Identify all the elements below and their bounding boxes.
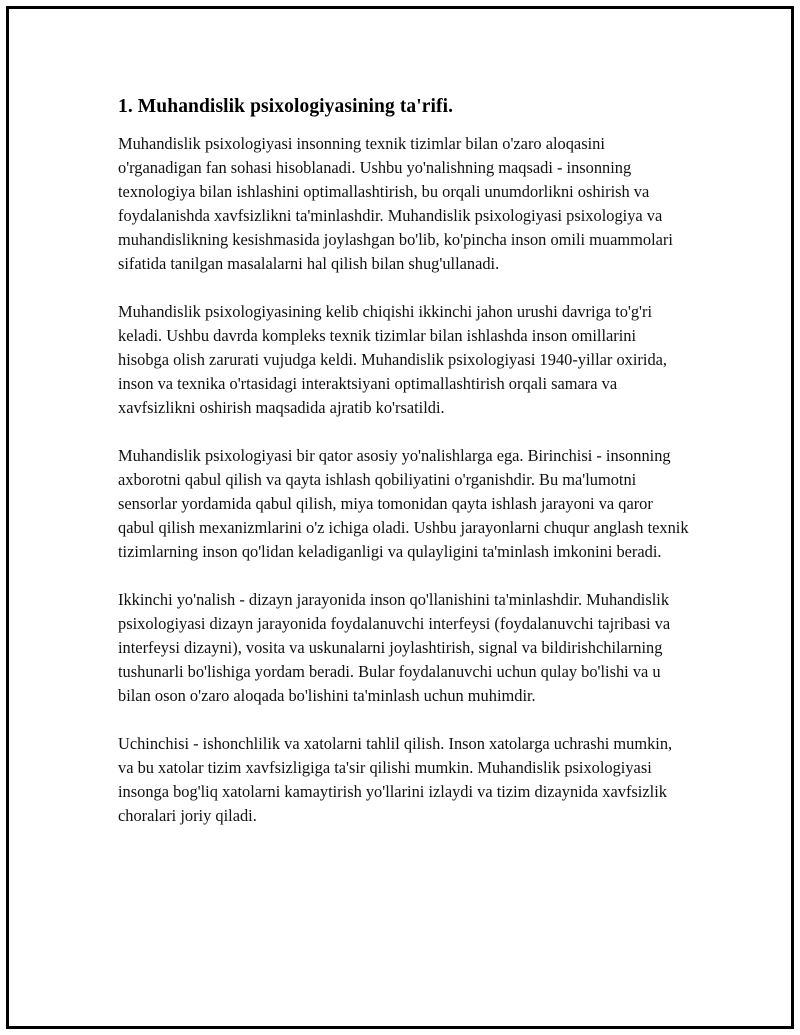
paragraph-definition: Muhandislik psixologiyasi insonning texnik tizimlar bilan o'zaro aloqasini o'rganadigan fan sohasi hisoblanadi. Ushbu yo'nalishning maqsadi - insonning texnologiya bilan ishlashini optimallashtirish, bu orqali unumdorlikni oshirish va foydalanishda xavfsizlikni ta'minlashdir. Muhandislik psixologiyasi psixologiya va muhandislikning kesishmasida joylashgan bo'lib, ko'pincha inson omili muammolari sifatida tanilgan masalalarni hal qilish bilan shug'ullanadi. — [118, 134, 673, 273]
paragraph-second-direction: Ikkinchi yo'nalish - dizayn jarayonida inson qo'llanishini ta'minlashdir. Muhandislik psixologiyasi dizayn jarayonida foydalanuvchi interfeysi (foydalanuvchi tajribasi va interfeysi dizayni), vosita va uskunalarni joylashtirish, signal va bildirishchilarning tushunarli bo'lishiga yordam beradi. Bular foydalanuvchi uchun qulay bo'lishi va u bilan oson o'zaro aloqada bo'lishini ta'minlash uchun muhimdir. — [118, 590, 671, 705]
document-body — [118, 94, 690, 852]
paragraph-third-direction: Uchinchisi - ishonchlilik va xatolarni tahlil qilish. Inson xatolarga uchrashi mumkin, va bu xatolar tizim xavfsizligiga ta'sir qilishi mumkin. Muhandislik psixologiyasi insonga bog'liq xatolarni kamaytirish yo'llarini izlaydi va tizim dizaynida xavfsizlik choralari joriy qiladi. — [118, 734, 673, 825]
paragraph-origin: Muhandislik psixologiyasining kelib chiqishi ikkinchi jahon urushi davriga to'g'ri keladi. Ushbu davrda kompleks texnik tizimlar bilan ishlashda inson omillarini hisobga olish zarurati vujudga keldi. Muhandislik psixologiyasi 1940-yillar oxirida, inson va texnika o'rtasidagi interaktsiyani optimallashtirish orqali samara va xavfsizlikni oshirish maqsadida ajratib ko'rsatildi. — [118, 302, 668, 417]
section-heading: 1. Muhandislik psixologiyasining ta'rifi. — [118, 96, 454, 117]
paragraph-first-direction: Muhandislik psixologiyasi bir qator asosiy yo'nalishlarga ega. Birinchisi - insonning axborotni qabul qilish va qayta ishlash qobiliyatini o'rganishdir. Bu ma'lumotni sensorlar yordamida qabul qilish, miya tomonidan qayta ishlash jarayoni va qaror qabul qilish mexanizmlarini o'z ichiga oladi. Ushbu jarayonlarni chuqur anglash texnik tizimlarning inson qo'lidan keladiganligi va qulayligini ta'minlash imkonini beradi. — [118, 446, 689, 561]
